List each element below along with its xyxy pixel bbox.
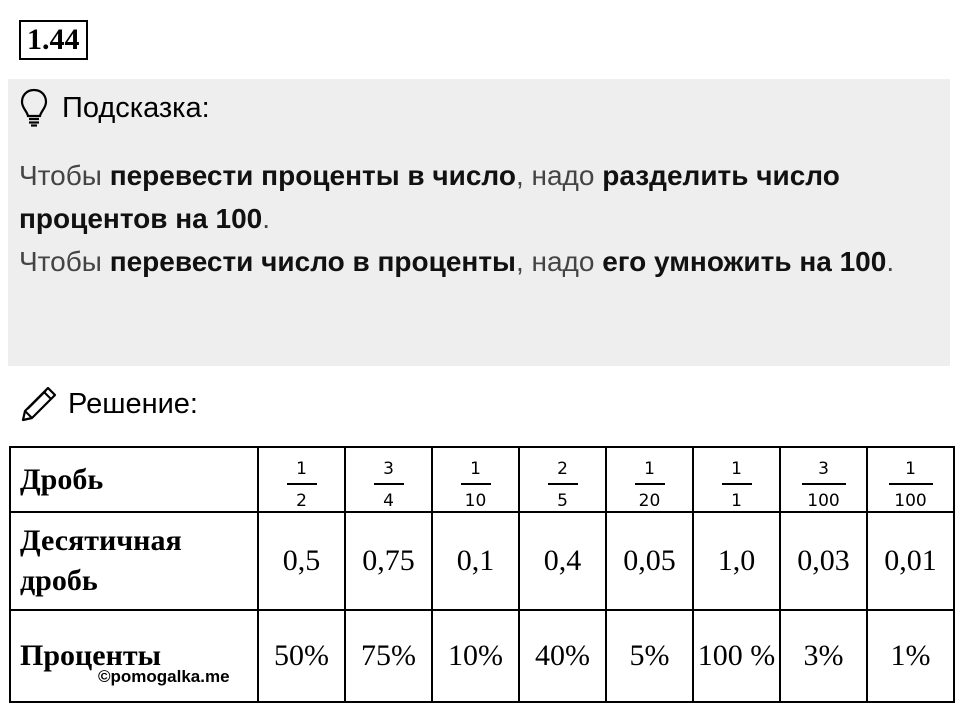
fraction-numerator: 1 bbox=[296, 459, 307, 479]
fraction-numerator: 1 bbox=[470, 459, 481, 479]
fraction-denominator: 100 bbox=[807, 491, 840, 511]
hint-text-plain: . bbox=[886, 246, 895, 277]
decimal-cell: 0,05 bbox=[606, 512, 693, 610]
fraction-cell bbox=[693, 447, 780, 512]
hint-text-plain: Чтобы bbox=[19, 246, 110, 277]
hint-text-bold: перевести число в проценты bbox=[109, 246, 516, 277]
fraction-cell bbox=[345, 447, 432, 512]
hint-text-plain: , надо bbox=[515, 160, 603, 191]
percent-cell: 10% bbox=[432, 610, 519, 702]
fraction-row bbox=[10, 447, 954, 512]
solution-header bbox=[20, 384, 198, 424]
fraction-cell bbox=[780, 447, 867, 512]
row-label-decimal: Десятичная дробь bbox=[10, 512, 258, 610]
decimal-cell: 0,75 bbox=[345, 512, 432, 610]
fraction-denominator: 20 bbox=[638, 491, 661, 511]
conversion-table bbox=[9, 446, 955, 703]
fraction-numerator: 1 bbox=[644, 459, 655, 479]
fraction-numerator: 3 bbox=[383, 459, 394, 479]
fraction-numerator: 1 bbox=[731, 459, 742, 479]
hint-text-bold: перевести проценты в число bbox=[109, 160, 516, 191]
fraction-numerator: 1 bbox=[905, 459, 916, 479]
hint-text-bold: его умножить на 100 bbox=[602, 246, 887, 277]
hint-text bbox=[19, 154, 929, 283]
percent-cell: 1% bbox=[867, 610, 954, 702]
row-label-fraction: Дробь bbox=[10, 447, 258, 512]
fraction-denominator: 2 bbox=[296, 491, 307, 511]
hint-rule-1 bbox=[19, 154, 929, 240]
fraction-numerator: 3 bbox=[818, 459, 829, 479]
decimal-cell: 0,4 bbox=[519, 512, 606, 610]
hint-text-bold: разделить число процентов на 100 bbox=[19, 160, 840, 234]
fraction-denominator: 1 bbox=[731, 491, 742, 511]
pencil-icon bbox=[20, 385, 58, 423]
hint-header bbox=[20, 88, 210, 128]
task-number: 1.44 bbox=[19, 20, 88, 60]
lightbulb-icon bbox=[20, 88, 48, 128]
hint-rule-2 bbox=[19, 240, 929, 283]
hint-text-plain: , надо bbox=[515, 246, 603, 277]
percent-cell: 3% bbox=[780, 610, 867, 702]
fraction-cell bbox=[519, 447, 606, 512]
solution-title: Решение: bbox=[68, 387, 198, 420]
row-label-percent: Проценты bbox=[10, 610, 258, 702]
decimal-row bbox=[10, 512, 954, 610]
fraction-cell bbox=[432, 447, 519, 512]
percent-cell: 5% bbox=[606, 610, 693, 702]
fraction-cell bbox=[606, 447, 693, 512]
percent-cell: 100 % bbox=[693, 610, 780, 702]
decimal-cell: 0,03 bbox=[780, 512, 867, 610]
hint-title: Подсказка: bbox=[62, 91, 210, 124]
decimal-cell: 0,1 bbox=[432, 512, 519, 610]
watermark: ©pomogalka.me bbox=[98, 667, 230, 686]
fraction-cell bbox=[258, 447, 345, 512]
fraction-numerator: 2 bbox=[557, 459, 568, 479]
decimal-cell: 0,01 bbox=[867, 512, 954, 610]
fraction-denominator: 10 bbox=[464, 491, 487, 511]
fraction-cell bbox=[867, 447, 954, 512]
percent-cell: 75% bbox=[345, 610, 432, 702]
fraction-denominator: 100 bbox=[894, 491, 927, 511]
percent-cell: 50% bbox=[258, 610, 345, 702]
hint-text-plain: Чтобы bbox=[19, 160, 110, 191]
percent-row bbox=[10, 610, 954, 702]
decimal-cell: 0,5 bbox=[258, 512, 345, 610]
fraction-denominator: 4 bbox=[383, 491, 394, 511]
hint-text-plain: . bbox=[262, 203, 271, 234]
fraction-denominator: 5 bbox=[557, 491, 568, 511]
decimal-cell: 1,0 bbox=[693, 512, 780, 610]
percent-cell: 40% bbox=[519, 610, 606, 702]
